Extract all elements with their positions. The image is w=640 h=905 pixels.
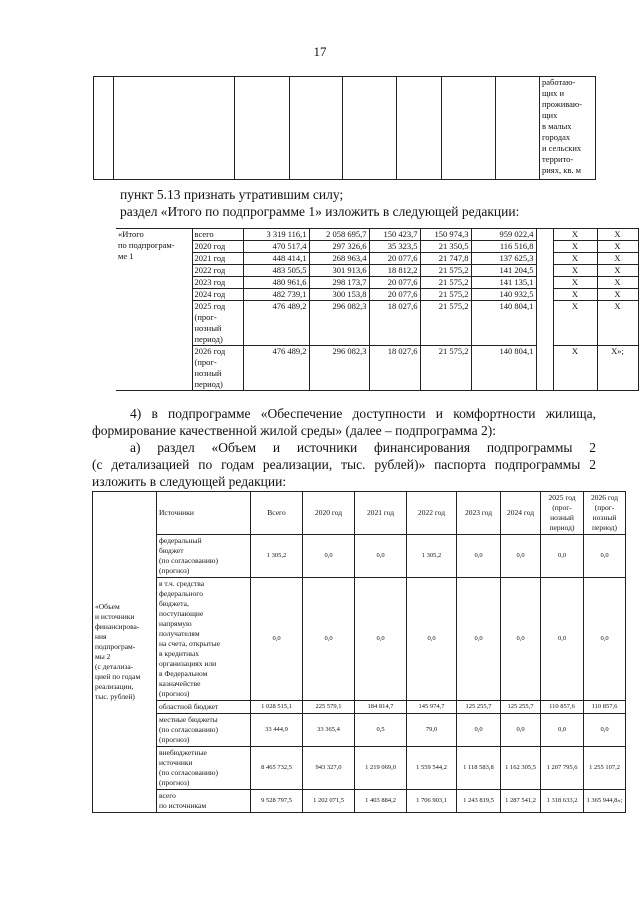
- column-header: 2022 год: [407, 492, 457, 535]
- source-cell: федеральный бюджет (по согласованию) (прогноз): [157, 535, 251, 578]
- value-cell: 470 517,4: [243, 241, 309, 253]
- value-cell: 0,0: [407, 578, 457, 701]
- value-cell: 33 365,4: [303, 714, 355, 747]
- value-cell: 296 082,3: [309, 301, 369, 346]
- indicator-unit-cell: работаю- щих и проживаю- щих в малых городах и сельских террито- риях, кв. м: [540, 77, 596, 180]
- value-cell: 145 974,7: [407, 701, 457, 714]
- total-label: «Итого по подпрограм- ме 1: [116, 229, 192, 391]
- value-cell: 1 706 903,1: [407, 790, 457, 813]
- column-header: Источники: [157, 492, 251, 535]
- value-cell: 141 135,1: [471, 277, 536, 289]
- value-cell: 0,0: [457, 714, 501, 747]
- value-cell: 18 027,6: [369, 301, 420, 346]
- value-cell: 296 082,3: [309, 346, 369, 391]
- value-cell: 125 255,7: [501, 701, 541, 714]
- value-cell: 0,0: [584, 578, 626, 701]
- page-number: 17: [313, 44, 327, 59]
- value-cell: 300 153,8: [309, 289, 369, 301]
- year-cell: 2026 год (прог- нозный период): [192, 346, 243, 391]
- source-cell: всего по источникам: [157, 790, 251, 813]
- value-cell: 3 319 116,1: [243, 229, 309, 241]
- source-cell: в т.ч. средства федерального бюджета, поступающие напрямую получателям на счета, открытые в кредитных организациях или в Федеральном казначействе (прогноз): [157, 578, 251, 701]
- value-cell: 0,0: [457, 578, 501, 701]
- year-cell: 2023 год: [192, 277, 243, 289]
- value-cell: 2 058 695,7: [309, 229, 369, 241]
- value-cell: 1 118 583,8: [457, 747, 501, 790]
- column-header: 2023 год: [457, 492, 501, 535]
- paragraph-line: формирование качественной жилой среды» (далее – подпрограмма 2):: [92, 423, 496, 438]
- source-cell: местные бюджеты (по согласованию) (прогноз): [157, 714, 251, 747]
- value-cell: 225 579,1: [303, 701, 355, 714]
- x-cell: Х»;: [597, 346, 638, 391]
- value-cell: 301 913,6: [309, 265, 369, 277]
- value-cell: 1 219 069,0: [355, 747, 407, 790]
- value-cell: 268 963,4: [309, 253, 369, 265]
- column-header: 2025 год (прог- нозный период): [541, 492, 584, 535]
- value-cell: 0,0: [501, 714, 541, 747]
- value-cell: 1 559 544,2: [407, 747, 457, 790]
- value-cell: 297 326,6: [309, 241, 369, 253]
- value-cell: 483 505,5: [243, 265, 309, 277]
- source-cell: внебюджетные источники (по согласованию) (прогноз): [157, 747, 251, 790]
- table-row: [93, 535, 626, 578]
- value-cell: 150 423,7: [369, 229, 420, 241]
- table-row: [93, 790, 626, 813]
- value-cell: 0,0: [541, 578, 584, 701]
- table-row: [93, 747, 626, 790]
- value-cell: 476 489,2: [243, 301, 309, 346]
- value-cell: 35 323,5: [369, 241, 420, 253]
- value-cell: 0,0: [251, 578, 303, 701]
- column-header: 2026 год (прог- нозный период): [584, 492, 626, 535]
- x-cell: Х: [553, 265, 597, 277]
- paragraph-clause-5-13: пункт 5.13 признать утратившим силу;: [120, 187, 344, 202]
- value-cell: 137 625,3: [471, 253, 536, 265]
- x-cell: Х: [597, 265, 638, 277]
- year-cell: 2021 год: [192, 253, 243, 265]
- value-cell: 0,5: [355, 714, 407, 747]
- value-cell: 1 028 515,1: [251, 701, 303, 714]
- value-cell: 18 027,6: [369, 346, 420, 391]
- table-row: [93, 578, 626, 701]
- value-cell: 140 804,1: [471, 346, 536, 391]
- value-cell: 21 575,2: [420, 301, 471, 346]
- x-cell: Х: [553, 253, 597, 265]
- value-cell: 140 932,5: [471, 289, 536, 301]
- value-cell: 33 444,9: [251, 714, 303, 747]
- value-cell: 1 305,2: [251, 535, 303, 578]
- source-cell: областной бюджет: [157, 701, 251, 714]
- value-cell: 0,0: [584, 714, 626, 747]
- value-cell: 21 575,2: [420, 346, 471, 391]
- table-row: [93, 701, 626, 714]
- value-cell: 9 528 797,5: [251, 790, 303, 813]
- value-cell: 21 747,8: [420, 253, 471, 265]
- paragraph-line: (с детализацией по годам реализации, тыс. рублей)» паспорта подпрограммы 2: [92, 457, 596, 472]
- year-cell: 2020 год: [192, 241, 243, 253]
- x-cell: Х: [553, 289, 597, 301]
- table-row: [116, 229, 638, 241]
- value-cell: 184 814,7: [355, 701, 407, 714]
- value-cell: 0,0: [501, 535, 541, 578]
- value-cell: 0,0: [355, 578, 407, 701]
- x-cell: Х: [597, 241, 638, 253]
- value-cell: 1 365 944,8»;: [584, 790, 626, 813]
- table-row: [116, 346, 638, 391]
- value-cell: 0,0: [541, 535, 584, 578]
- value-cell: 150 974,3: [420, 229, 471, 241]
- column-header: 2021 год: [355, 492, 407, 535]
- value-cell: 943 327,0: [303, 747, 355, 790]
- value-cell: 20 077,6: [369, 253, 420, 265]
- section-label: «Объем и источники финансирова- ния подпрограм- мы 2 (с детализа- цией по годам реализации, тыс. рублей): [93, 492, 157, 813]
- table-row: [116, 289, 638, 301]
- paragraph-line: 4) в подпрограмме «Обеспечение доступности и комфортности жилища,: [130, 406, 596, 421]
- x-cell: Х: [597, 277, 638, 289]
- value-cell: 480 961,6: [243, 277, 309, 289]
- value-cell: 110 857,6: [541, 701, 584, 714]
- year-cell: 2024 год: [192, 289, 243, 301]
- x-cell: Х: [553, 346, 597, 391]
- paragraph-line: изложить в следующей редакции:: [92, 474, 287, 489]
- value-cell: 1 403 884,2: [355, 790, 407, 813]
- value-cell: 1 287 541,2: [501, 790, 541, 813]
- table-row: [116, 241, 638, 253]
- value-cell: 125 255,7: [457, 701, 501, 714]
- value-cell: 21 575,2: [420, 289, 471, 301]
- paragraph-subprogram2: [92, 405, 596, 490]
- table-row: [116, 265, 638, 277]
- value-cell: 1 255 107,2: [584, 747, 626, 790]
- value-cell: 1 318 633,2: [541, 790, 584, 813]
- value-cell: 110 857,6: [584, 701, 626, 714]
- x-cell: Х: [597, 301, 638, 346]
- x-cell: Х: [553, 277, 597, 289]
- paragraph-section-total: раздел «Итого по подпрограмме 1» изложить в следующей редакции:: [120, 204, 520, 219]
- value-cell: 21 350,5: [420, 241, 471, 253]
- value-cell: 141 204,5: [471, 265, 536, 277]
- subprogram1-total-table: [116, 228, 639, 391]
- value-cell: 1 305,2: [407, 535, 457, 578]
- value-cell: 20 077,6: [369, 277, 420, 289]
- value-cell: 116 516,8: [471, 241, 536, 253]
- value-cell: 0,0: [501, 578, 541, 701]
- column-header: 2024 год: [501, 492, 541, 535]
- value-cell: 0,0: [457, 535, 501, 578]
- table-row: [116, 301, 638, 346]
- value-cell: 298 173,7: [309, 277, 369, 289]
- value-cell: 0,0: [541, 714, 584, 747]
- x-cell: Х: [597, 253, 638, 265]
- column-header: Всего: [251, 492, 303, 535]
- x-cell: Х: [553, 241, 597, 253]
- value-cell: 959 022,4: [471, 229, 536, 241]
- value-cell: 0,0: [355, 535, 407, 578]
- financing-table: [92, 491, 626, 813]
- value-cell: 21 575,2: [420, 265, 471, 277]
- value-cell: 482 739,1: [243, 289, 309, 301]
- table-row: [93, 714, 626, 747]
- table-row: [116, 277, 638, 289]
- value-cell: 1 207 795,6: [541, 747, 584, 790]
- value-cell: 1 243 819,5: [457, 790, 501, 813]
- value-cell: 1 202 071,5: [303, 790, 355, 813]
- value-cell: 79,0: [407, 714, 457, 747]
- header-row: [93, 492, 626, 535]
- year-cell: 2022 год: [192, 265, 243, 277]
- x-cell: Х: [597, 289, 638, 301]
- value-cell: 0,0: [303, 578, 355, 701]
- value-cell: 476 489,2: [243, 346, 309, 391]
- x-cell: Х: [597, 229, 638, 241]
- year-cell: 2025 год (прог- нозный период): [192, 301, 243, 346]
- value-cell: 1 162 305,5: [501, 747, 541, 790]
- value-cell: 0,0: [584, 535, 626, 578]
- x-cell: Х: [553, 229, 597, 241]
- value-cell: 8 465 732,5: [251, 747, 303, 790]
- value-cell: 140 804,1: [471, 301, 536, 346]
- value-cell: 18 812,2: [369, 265, 420, 277]
- paragraph-line: а) раздел «Объем и источники финансирования подпрограммы 2: [130, 440, 596, 455]
- value-cell: 448 414,1: [243, 253, 309, 265]
- continued-table: [93, 76, 596, 180]
- table-row: [94, 77, 596, 180]
- value-cell: 21 575,2: [420, 277, 471, 289]
- column-header: 2020 год: [303, 492, 355, 535]
- value-cell: 20 077,6: [369, 289, 420, 301]
- table-row: [116, 253, 638, 265]
- year-cell: всего: [192, 229, 243, 241]
- value-cell: 0,0: [303, 535, 355, 578]
- x-cell: Х: [553, 301, 597, 346]
